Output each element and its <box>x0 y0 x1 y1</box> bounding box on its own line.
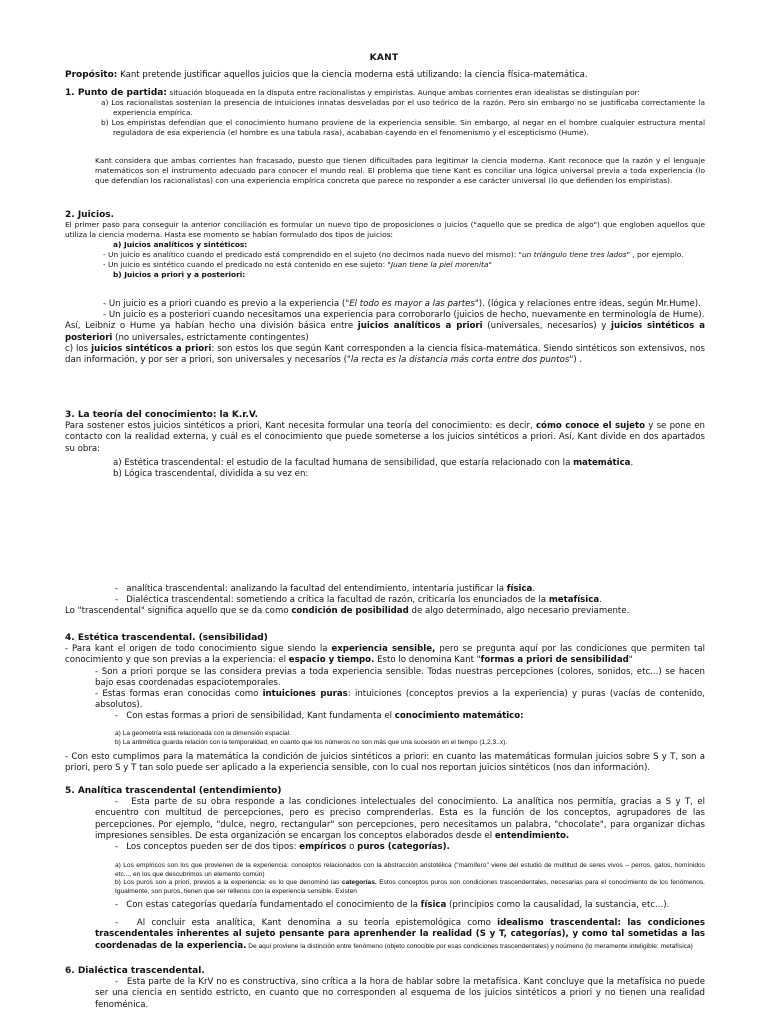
section-3-definition: Lo "trascendental" significa aquello que se da como condición de posibilidad de algo determinado, algo necesario previamente. <box>65 606 630 617</box>
section-2-para-2: c) los juicios sintéticos a priori: son estos los que según Kant corresponden a la ciencia física-matemática. Siendo sintéticos son extensivos, nos dan información, y por ser a priori, son universales y necesarios ("la recta es la distancia más corta entre dos puntos") . <box>65 343 705 366</box>
section-1-item-b: b) Los empiristas defendían que el conocimiento humano proviene de la experiencia sensible. Sin embargo, al negar en el hombre cualquier estructura mental reguladora de esa experiencia (el hombre es una tabula rasa), acababan cayendo en el fenomenismo y el escepticismo (Hume). <box>101 118 705 137</box>
section-3-logic-2: - Dialéctica trascendental: sometiendo a crítica la facultad de razón, criticaría los enunciados de la metafísica. <box>115 595 602 606</box>
section-2-label-a: a) Juicios analíticos y sintéticos: <box>113 240 248 249</box>
section-5-subpoints <box>115 862 705 896</box>
section-4-conclusion: - Con esto cumplimos para la matemática la condición de juicios sintéticos a priori: en cuanto las matemáticas formulan juicios sobre S y T, son a priori, pero S y T tan solo puede ser aplicado a la experiencia sensible, con lo cual nos reportan juicios sintéticos (nos dan información). <box>65 752 705 774</box>
purpose-text: Kant pretende justificar aquellos juicios que la ciencia moderna está utilizando: la ciencia física-matemática. <box>120 70 588 80</box>
section-1-item-a: a) Los racionalistas sostenían la presencia de intuiciones innatas desveladas por el uso teórico de la razón. Pero sin embargo no se justificaba correctamente la experiencia empírica. <box>101 98 705 117</box>
section-2-b1: - Un juicio es a priori cuando es previo a la experiencia ("El todo es mayor a las partes"). (lógica y relaciones entre ideas, según Mr.Hume). <box>103 299 701 309</box>
section-2-heading: 2. Juicios. <box>65 210 115 220</box>
section-3-intro: Para sostener estos juicios sintéticos a priori, Kant necesita formular una teoría del conocimiento: es decir, cómo conoce el sujeto y se pone en contacto con la realidad externa, y cuál es el conocimiento que puede someterse a los juicios sintéticos a priori. Así, Kant divide en dos apartados su obra: <box>65 421 705 454</box>
section-2-para-1: Así, Leibniz o Hume ya habían hecho una división básica entre juicios analíticos a priori (universales, necesarios) y juicios sintéticos a posteriori (no universales, estrictamente contingentes) <box>65 321 706 343</box>
section-5 <box>65 786 705 853</box>
section-5-para-1: - Esta parte de su obra responde a las condiciones intelectuales del conocimiento. La analítica nos permitía, gracias a S y T, el encuentro con multitud de percepciones, pero es preciso comprenderlas. Esta es la función de los conceptos, agrupadores de las percepciones. Por ejemplo, "dulce, negro, rectangular" son percepciones, pero necesitamos un palabra, "chocolate", para organizar dichas impresiones sensibles. De esta organización se encargan los conceptos elaborados desde el entendimiento. <box>95 797 705 841</box>
section-2-label-b: b) Juicios a priori y a posteriori: <box>113 270 246 279</box>
section-4-point-3: - Con estas formas a priori de sensibilidad, Kant fundamenta el conocimiento matemático: <box>115 711 524 722</box>
purpose-paragraph <box>65 70 705 81</box>
section-5-para-3: - Con estas categorías quedaría fundamentado el conocimiento de la física (principios como la causalidad, la sustancia, etc...). <box>115 900 670 910</box>
section-6-para-1: - Esta parte de la KrV no es constructiva, sino crítica a la hora de hablar sobre la metafísica. Kant concluye que la metafísica no puede ser una ciencia en sentido estricto, en cuanto que no corresponden al esquema de los juicios sintéticos a priori y no tienen una realidad fenoménica. <box>95 977 705 1010</box>
section-4-point-1: - Son a priori porque se las considera previas a toda experiencia sensible. Todas nuestras percepciones (colores, sonidos, etc...) se hacen bajo esas coordenadas espaciotemporales. <box>95 666 705 688</box>
section-2-intro: El primer paso para conseguir la anterior conciliación es formular un nuevo tipo de proposiciones o juicios ("aquello que se predica de algo") que engloben aquellos que utiliza la ciencia moderna. Hasta ese momento se habían formulado dos tipos de juicios: <box>65 220 705 239</box>
purpose-label: Propósito: <box>65 70 118 80</box>
document-title: KANT <box>369 53 399 63</box>
section-6-heading: 6. Dialéctica trascendental. <box>65 966 205 976</box>
section-2-a1: - Un juicio es analítico cuando el predicado está comprendido en el sujeto (no decimos nada nuevo del mismo): "un triángulo tiene tres lados" , por ejemplo. <box>103 250 684 259</box>
section-5-para-4: - Al concluir esta analítica, Kant denomina a su teoría epistemológica como idealismo trascendental: las condiciones trascendentales inherentes al sujeto pensante para aprenhender la realidad (S y T, categorías), y como tal sometidas a las coordenadas de la experiencia. De aquí proviene la distinción entre fenómeno (objeto conocible por esas condiciones trascendentales) y noúmeno (lo meramente inteligible: metafísica) <box>95 918 705 951</box>
section-1-conclusion: Kant considera que ambas corrientes han fracasado, puesto que tienen dificultades para legitimar la ciencia moderna. Kant reconoce que la razón y el lenguaje matemáticos son el instrumento adecuado para conocer el mundo real. El problema que tiene Kant es conciliar una lógica universal previa a toda experiencia (lo que defendían los racionalistas) con una experiencia empírica concreta que parece no responder a ese carácter universal (lo que defienden los empiristas). <box>95 156 705 185</box>
section-5-heading: 5. Analítica trascendental (entendimiento) <box>65 786 282 796</box>
section-2 <box>65 210 705 280</box>
section-4-para-1: - Para kant el origen de todo conocimiento sigue siendo la experiencia sensible, pero se pregunta aquí por las condiciones que permiten tal conocimiento y que son previas a la experiencia: el espacio y tiempo. Esto lo denomina Kant "formas a priori de sensibilidad" <box>65 644 706 666</box>
section-4-sub-a: a) La geometría está relacionada con la dimensión espacial. <box>115 730 291 737</box>
section-5-para-2: - Los conceptos pueden ser de dos tipos: empíricos o puros (categorías). <box>115 842 450 853</box>
section-4-point-2: - Estas formas eran conocidas como intuiciones puras: intuiciones (conceptos previos a la experiencia) y puras (vacías de contenido, absolutos). <box>95 689 706 711</box>
section-3-cont <box>65 584 705 618</box>
section-3-heading: 3. La teoría del conocimiento: la K.r.V. <box>65 410 259 420</box>
section-4-sub-b: b) La aritmética guarda relación con la temporalidad, en cuanto que los números no son más que una sucesión en el tiempo (1,2,3..x). <box>115 738 508 746</box>
section-2-a2: - Un juicio es sintético cuando el predicado no está contenido en ese sujeto: "Juan tiene la piel morenita" <box>103 260 492 269</box>
section-4-subpoints <box>115 730 705 747</box>
section-2-b2: - Un juicio es a posteriori cuando necesitamos una experiencia para corroborarlo (juicios de hecho, nuevamente en terminología de Hume). <box>103 310 705 321</box>
section-1 <box>65 88 705 138</box>
section-3-logic-1: - analítica trascendental: analizando la facultad del entendimiento, intentaría justificar la física. <box>115 584 536 594</box>
section-3-item-a: a) Estética trascendental: el estudio de la facultad humana de sensibilidad, que estaría relacionado con la matemática. <box>113 457 634 468</box>
section-1-intro: situación bloqueada en la disputa entre racionalistas y empiristas. Aunque ambas corrientes eran idealistas se distinguían por: <box>169 88 641 97</box>
section-6 <box>65 966 705 1011</box>
section-5-sub-b: b) Los puros son a priori, previos a la experiencia: es lo que denominó las categorías. Estos conceptos puros son condiciones trascendentales, necesarias para el conocimiento de los fenómenos. Igualmente, son puros, tienen que ser rellenos con la experiencia sensible. Existen <box>115 879 705 895</box>
section-4-heading: 4. Estética trascendental. (sensibilidad) <box>65 633 268 643</box>
section-5-cont <box>65 900 705 952</box>
section-4 <box>65 633 705 723</box>
section-2-cont <box>65 299 705 366</box>
section-5-sub-a: a) Los empíricos son los que provienen de la experiencia: conceptos relacionados con la abstracción aristotélica ("mamífero" viene del estudio de multitud de seres vivos – perros, gatos, homínidos etc..., en los que descubrimos un elemento común) <box>115 862 705 878</box>
section-3-item-b: b) Lógica trascendental, dividida a su vez en: <box>113 469 309 480</box>
section-1-heading: 1. Punto de partida: <box>65 88 167 98</box>
section-3 <box>65 410 705 480</box>
